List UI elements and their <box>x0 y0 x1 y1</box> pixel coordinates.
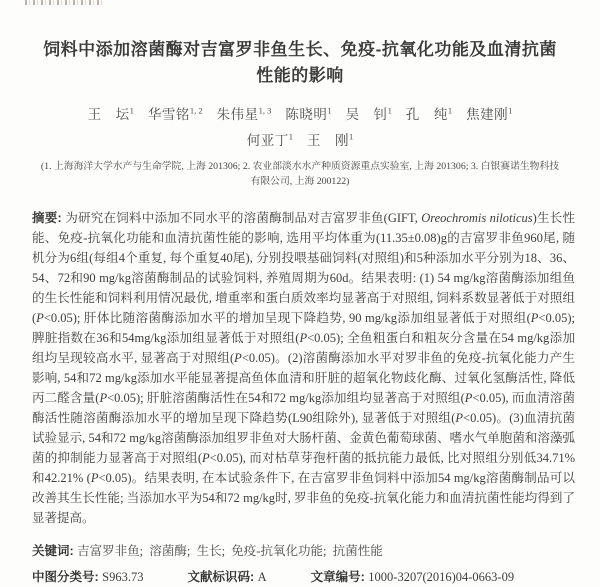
affiliation-line2: 有限公司, 上海 200122) <box>250 176 350 187</box>
abstract-text: 为研究在饲料中添加不同水平的溶菌酶制品对吉富罗非鱼(GIFT, Oreochromis niloticus)生长性能、免疫-抗氧化功能和血清抗菌性能的影响, 选用平均体重为(11.35±0.08)g的吉富罗非鱼960尾, 随机分为6组(每组4个重复, 每个重复40尾), 分别投喂基础饲料(对照组)和5种添加水平分别为18、36、54、72和90 mg/kg溶菌酶制品的试验饲料, 养殖周期为60d。结果表明: (1) 54 mg/kg溶菌酶添加组鱼的生长性能和饲料利用情况最优, 增重率和蛋白质效率均显著高于对照组, 饲料系数显著低于对照组(P<0.05); 肝体比随溶菌酶添加水平的增加呈现下降趋势, 90 mg/kg添加组显著低于对照组(P<0.05); 脾脏指数在36和54mg/kg添加组显著低于对照组(P<0.05); 全鱼粗蛋白和粗灰分含量在54 mg/kg添加组均呈现较高水平, 显著高于对照组(P<0.05)。(2)溶菌酶添加水平对罗非鱼的免疫-抗氧化能力产生影响, 54和72 mg/kg添加水平能显著提高鱼体血清和肝脏的超氧化物歧化酶、过氧化氢酶活性, 降低丙二醛含量(P<0.05); 肝脏溶菌酶活性在54和72 mg/kg添加组均显著高于对照组(P<0.05), 而血清溶菌酶活性随溶菌酶添加水平的增加呈现下降趋势(L90组除外), 显著低于对照组(P<0.05)。(3)血清抗菌试验显示, 54和72 mg/kg溶菌酶添加组罗非鱼对大肠杆菌、金黄色葡萄球菌、嗜水气单胞菌和溶藻弧菌的抑制能力显著高于对照组(P<0.05), 而对枯草芽孢杆菌的抵抗能力最低, 比对照组分别低34.71%和42.21% (P<0.05)。结果表明, 在本试验条件下, 在吉富罗非鱼饲料中添加54 mg/kg溶菌酶制品可以改善其生长性能; 当添加水平为54和72 mg/kg时, 罗非鱼的免疫-抗氧化能力和血清抗菌性能均得到了显著提高。 <box>32 211 576 525</box>
affiliations <box>0 159 600 189</box>
doc-code-value: A <box>257 570 267 584</box>
author-affiliation-mark: 1 <box>288 131 293 142</box>
affiliation-line1: (1. 上海海洋大学水产与生命学院, 上海 201306; 2. 农业部淡水水产种质资源重点实验室, 上海 201306; 3. 白银赛诺生物科技 <box>40 161 560 172</box>
paper-title-line2: 性能的影响 <box>256 66 344 85</box>
author-name: 王 刚$^1$ <box>307 131 354 148</box>
author-affiliation-mark: 1 <box>387 105 392 115</box>
abstract-section <box>32 208 575 528</box>
document-code <box>187 567 266 587</box>
author-name: 华雪铭$^{1, 2}$ <box>147 105 203 122</box>
author-name: 何亚丁$^1$ <box>246 131 293 148</box>
author-affiliation-mark: 1, 2 <box>189 105 203 115</box>
author-affiliation-mark: 1 <box>327 105 332 115</box>
author-affiliation-mark: 1, 3 <box>258 105 272 115</box>
doc-code-label: 文献标识码: <box>187 570 258 584</box>
author-name: 陈晓明$^1$ <box>285 105 332 122</box>
author-name: 孔 纯$^1$ <box>405 105 453 122</box>
keywords-value: 吉富罗非鱼; 溶菌酶; 生长; 免疫-抗氧化功能; 抗菌性能 <box>77 544 383 558</box>
author-affiliation-mark: 1 <box>129 105 134 115</box>
author-name: 王 坛$^1$ <box>87 105 134 122</box>
meta-section <box>32 567 575 587</box>
article-id-value: 1000-3207(2016)04-0663-09 <box>368 570 515 584</box>
author-list <box>0 99 600 152</box>
article-id-label: 文章编号: <box>310 570 369 584</box>
author-affiliation-mark: 1 <box>508 105 513 115</box>
author-name: 朱伟星$^{1, 3}$ <box>216 105 272 122</box>
paper-title <box>20 0 580 89</box>
author-line-1 <box>0 99 600 126</box>
clc-label: 中图分类号: <box>32 570 103 584</box>
author-line-2 <box>0 126 600 153</box>
author-affiliation-mark: 1 <box>447 105 453 115</box>
paper-title-line1: 饲料中添加溶菌酶对吉富罗非鱼生长、免疫-抗氧化功能及血清抗菌 <box>43 40 557 59</box>
keywords-section <box>32 541 575 561</box>
author-name: 吴 钊$^1$ <box>345 105 392 122</box>
cropped-journal-header <box>25 0 105 5</box>
author-name: 焦建刚$^1$ <box>466 105 513 122</box>
clc-value: S963.73 <box>102 570 144 584</box>
author-affiliation-mark: 1 <box>349 131 354 142</box>
abstract-label: 摘要: <box>32 211 66 225</box>
keywords-label: 关键词: <box>32 544 78 558</box>
clc-number <box>32 567 143 587</box>
article-id <box>311 567 514 587</box>
